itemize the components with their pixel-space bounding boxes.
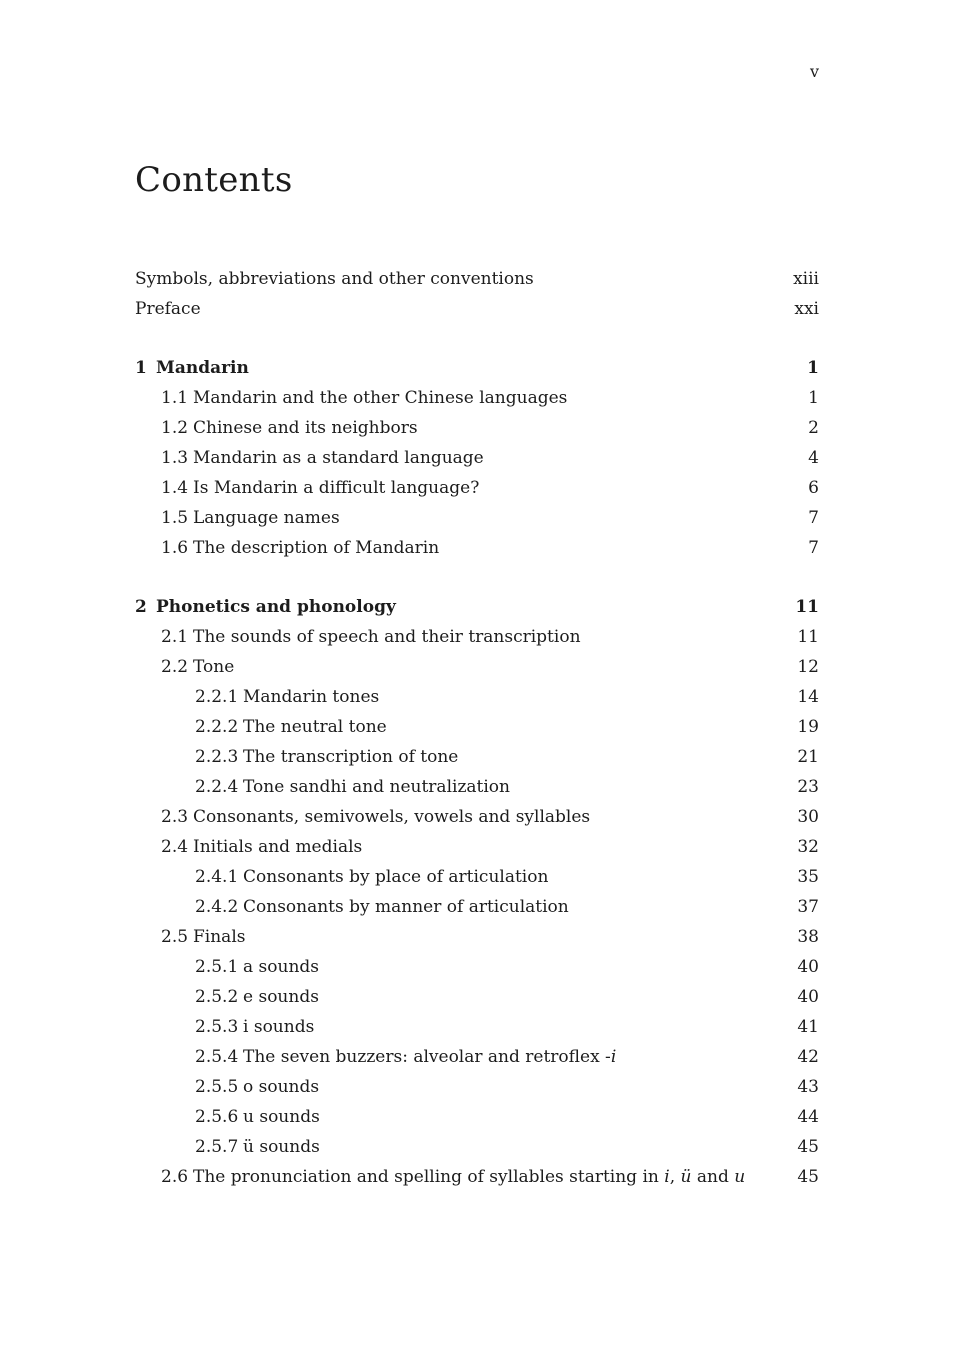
entry-number: 2.4 — [161, 837, 189, 857]
chapter-heading — [135, 353, 819, 383]
entry-title-part: Chinese and its neighbors — [193, 418, 418, 438]
front-matter-entry — [135, 294, 819, 324]
entry-page-number: 1 — [808, 388, 819, 408]
entry-title-part: Symbols, abbreviations and other conventions — [135, 269, 534, 289]
entry-page-number: xiii — [793, 269, 819, 289]
entry-title — [243, 1132, 797, 1162]
entry-title — [243, 712, 797, 742]
entry-title-part: e sounds — [243, 987, 319, 1007]
entry-number: 2.6 — [161, 1167, 189, 1187]
entry-title-part: Tone sandhi and neutralization — [243, 777, 510, 797]
toc-entry — [135, 443, 819, 473]
entry-title-part: Preface — [135, 299, 201, 319]
page-title: Contents — [135, 160, 293, 200]
entry-title-part: o sounds — [243, 1077, 320, 1097]
entry-title — [135, 294, 794, 324]
entry-title — [243, 892, 797, 922]
toc-entry — [135, 1132, 819, 1162]
entry-title — [193, 473, 808, 503]
entry-number: 2.5.4 — [195, 1047, 239, 1067]
toc-entry — [135, 503, 819, 533]
entry-title-part: Consonants by place of articulation — [243, 867, 549, 887]
entry-page-number: 4 — [808, 448, 819, 468]
toc-entry — [135, 712, 819, 742]
entry-page-number: 21 — [797, 747, 819, 767]
entry-title — [156, 353, 807, 383]
entry-page-number: 14 — [797, 687, 819, 707]
entry-title — [243, 1102, 797, 1132]
entry-page-number: 35 — [797, 867, 819, 887]
entry-page-number: 40 — [797, 957, 819, 977]
entry-title-part: Initials and medials — [193, 837, 363, 857]
entry-number: 1.6 — [161, 538, 189, 558]
entry-number: 1.5 — [161, 508, 189, 528]
entry-title — [193, 443, 808, 473]
entry-number: 1.1 — [161, 388, 189, 408]
entry-page-number: 2 — [808, 418, 819, 438]
entry-title — [243, 982, 797, 1012]
entry-title — [193, 922, 797, 952]
entry-number: 2.5.2 — [195, 987, 239, 1007]
entry-title — [193, 533, 808, 563]
entry-number: 2.2.3 — [195, 747, 239, 767]
entry-title — [243, 1012, 797, 1042]
entry-page-number: 6 — [808, 478, 819, 498]
entry-title-part: Mandarin and the other Chinese languages — [193, 388, 568, 408]
page-folio: v — [809, 62, 819, 81]
entry-title-italic-part: ü — [680, 1167, 692, 1187]
entry-number: 2.4.1 — [195, 867, 239, 887]
entry-title-part: and — [691, 1167, 735, 1187]
entry-title-part: The pronunciation and spelling of syllables starting in — [193, 1167, 665, 1187]
entry-number: 1 — [135, 358, 147, 378]
entry-title-part: Finals — [193, 927, 246, 947]
entry-title-italic-part: u — [734, 1167, 746, 1187]
entry-page-number: 7 — [808, 538, 819, 558]
entry-number: 2.5.7 — [195, 1137, 239, 1157]
entry-page-number: 30 — [797, 807, 819, 827]
entry-page-number: 43 — [797, 1077, 819, 1097]
toc-entry — [135, 982, 819, 1012]
entry-title-part: The neutral tone — [243, 717, 387, 737]
entry-page-number: 23 — [797, 777, 819, 797]
entry-number: 2 — [135, 597, 147, 617]
entry-title — [193, 832, 797, 862]
toc-entry — [135, 622, 819, 652]
entry-number: 2.1 — [161, 627, 189, 647]
entry-number: 2.2.4 — [195, 777, 239, 797]
toc-entry — [135, 862, 819, 892]
entry-title — [243, 682, 797, 712]
entry-title — [193, 652, 797, 682]
entry-page-number: 44 — [797, 1107, 819, 1127]
entry-title-italic-part: i — [610, 1047, 617, 1067]
entry-title-part: Consonants, semivowels, vowels and syllables — [193, 807, 591, 827]
toc-entry — [135, 952, 819, 982]
entry-page-number: 32 — [797, 837, 819, 857]
toc-entry — [135, 1102, 819, 1132]
entry-title-part: u sounds — [243, 1107, 320, 1127]
entry-page-number: 38 — [797, 927, 819, 947]
entry-number: 1.3 — [161, 448, 189, 468]
entry-title-italic-part: i — [664, 1167, 670, 1187]
entry-number: 1.4 — [161, 478, 189, 498]
toc-entry — [135, 802, 819, 832]
entry-number: 2.3 — [161, 807, 189, 827]
entry-page-number: 45 — [797, 1167, 819, 1187]
entry-page-number: 37 — [797, 897, 819, 917]
entry-title-part: Language names — [193, 508, 340, 528]
entry-number: 1.2 — [161, 418, 189, 438]
entry-title — [193, 802, 797, 832]
entry-page-number: 12 — [797, 657, 819, 677]
chapter-heading — [135, 592, 819, 622]
entry-number: 2.2 — [161, 657, 189, 677]
entry-page-number: 19 — [797, 717, 819, 737]
entry-title — [243, 742, 797, 772]
entry-title — [193, 503, 808, 533]
entry-title-part: The sounds of speech and their transcription — [193, 627, 581, 647]
entry-title-part: Is Mandarin a difficult language? — [193, 478, 480, 498]
toc-entry — [135, 742, 819, 772]
entry-page-number: 41 — [797, 1017, 819, 1037]
entry-title-part: Phonetics and phonology — [156, 597, 396, 617]
entry-title-part: The seven buzzers: alveolar and retroflex - — [243, 1047, 611, 1067]
entry-number: 2.5.3 — [195, 1017, 239, 1037]
toc-entry — [135, 1012, 819, 1042]
entry-title-part: i sounds — [243, 1017, 315, 1037]
entry-number: 2.4.2 — [195, 897, 239, 917]
entry-title-part: The transcription of tone — [243, 747, 459, 767]
entry-title — [243, 952, 797, 982]
entry-title-part: Mandarin tones — [243, 687, 380, 707]
entry-page-number: 7 — [808, 508, 819, 528]
toc-entry — [135, 533, 819, 563]
entry-page-number: 42 — [797, 1047, 819, 1067]
toc-entry — [135, 772, 819, 802]
entry-title — [135, 264, 793, 294]
entry-number: 2.5 — [161, 927, 189, 947]
toc-entry — [135, 652, 819, 682]
toc-entry — [135, 682, 819, 712]
entry-number: 2.2.1 — [195, 687, 239, 707]
entry-title-part: a sounds — [243, 957, 320, 977]
entry-title-part: Mandarin — [156, 358, 249, 378]
entry-title — [156, 592, 795, 622]
entry-title — [243, 1072, 797, 1102]
entry-page-number: 1 — [807, 358, 819, 378]
toc-entry — [135, 383, 819, 413]
chapter-block — [135, 592, 819, 1192]
entry-title — [243, 862, 797, 892]
entry-page-number: 11 — [795, 597, 819, 617]
chapter-block — [135, 353, 819, 563]
entry-title-part: , — [669, 1167, 681, 1187]
entry-title-part: Tone — [193, 657, 235, 677]
entry-title — [243, 772, 797, 802]
toc-entry — [135, 413, 819, 443]
entry-title-part: Consonants by manner of articulation — [243, 897, 569, 917]
entry-number: 2.2.2 — [195, 717, 239, 737]
entry-title-part: Mandarin as a standard language — [193, 448, 484, 468]
toc-entry — [135, 1072, 819, 1102]
toc-entry — [135, 892, 819, 922]
entry-page-number: 40 — [797, 987, 819, 1007]
toc-entry — [135, 922, 819, 952]
entry-title-part: The description of Mandarin — [193, 538, 440, 558]
toc-entry — [135, 832, 819, 862]
toc-entry — [135, 1162, 819, 1192]
entry-title — [193, 1162, 797, 1192]
entry-number: 2.5.5 — [195, 1077, 239, 1097]
entry-title — [193, 413, 808, 443]
entry-title — [243, 1042, 797, 1072]
entry-title — [193, 622, 797, 652]
toc-entry — [135, 1042, 819, 1072]
entry-number: 2.5.6 — [195, 1107, 239, 1127]
entry-title — [193, 383, 808, 413]
entry-page-number: 11 — [797, 627, 819, 647]
toc-chapters — [135, 353, 819, 1192]
entry-number: 2.5.1 — [195, 957, 239, 977]
entry-page-number: 45 — [797, 1137, 819, 1157]
front-matter-list — [135, 264, 819, 324]
toc-entry — [135, 473, 819, 503]
entry-page-number: xxi — [794, 299, 819, 319]
front-matter-entry — [135, 264, 819, 294]
entry-title-part: ü sounds — [243, 1137, 320, 1157]
